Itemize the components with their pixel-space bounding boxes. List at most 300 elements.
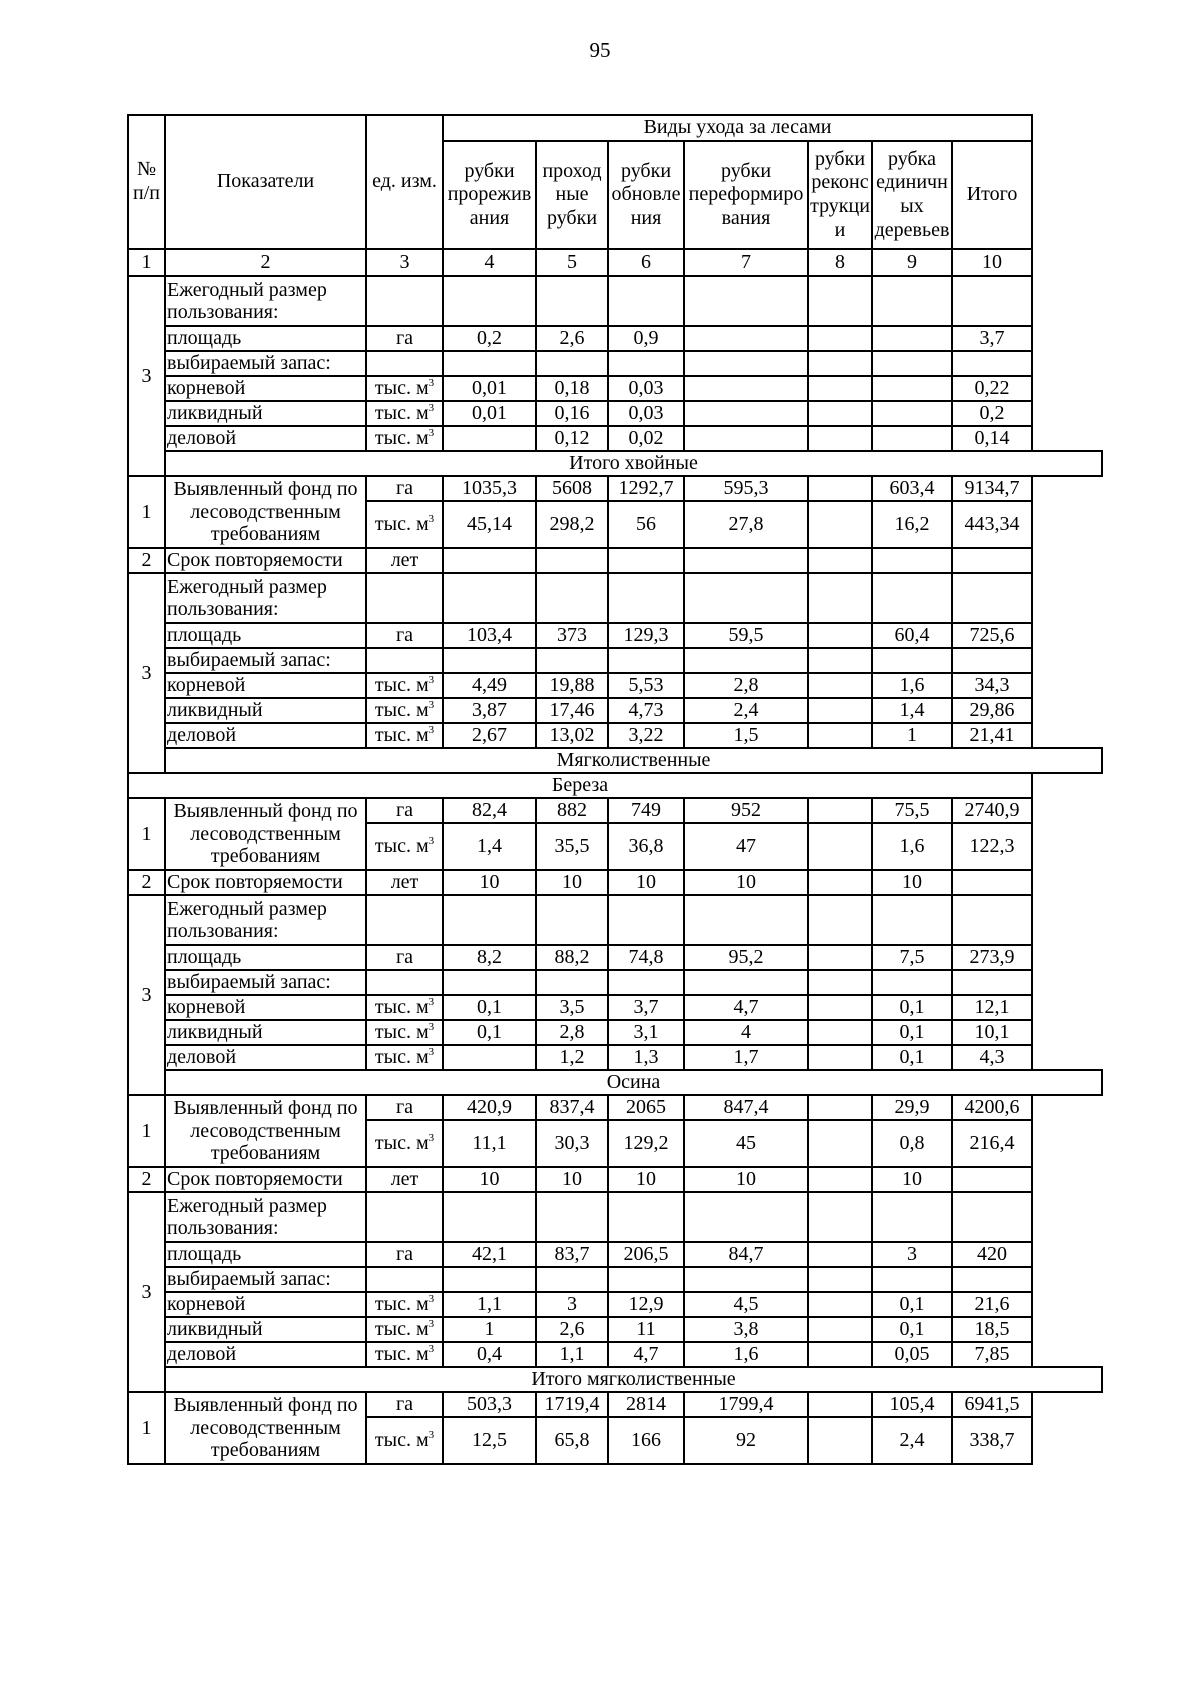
value-cell: 8,2 <box>443 945 536 970</box>
indicator-annual: Ежегодный размер пользования: <box>165 1192 366 1242</box>
unit-cell: га <box>366 1392 443 1417</box>
value-cell: 0,05 <box>872 1342 952 1367</box>
unit-cell <box>366 698 443 723</box>
value-cell: 13,02 <box>536 723 608 748</box>
root-row <box>128 673 1102 698</box>
value-cell: 0,14 <box>952 426 1032 451</box>
empty-cell <box>808 351 872 376</box>
value-cell <box>952 548 1032 573</box>
value-cell: 3 <box>872 1242 952 1267</box>
root-row <box>128 995 1102 1020</box>
empty-cell <box>443 1192 536 1242</box>
value-cell: 2,8 <box>684 673 808 698</box>
value-cell: 3,22 <box>608 723 684 748</box>
indicator-annual: Ежегодный размер пользования: <box>165 276 366 326</box>
row-number: 1 <box>128 798 165 870</box>
value-cell: 3,87 <box>443 698 536 723</box>
col-number: 4 <box>443 249 536 276</box>
value-cell: 1799,4 <box>684 1392 808 1417</box>
unit-superscript: 3 <box>428 402 435 415</box>
empty-cell <box>684 1267 808 1292</box>
empty-cell <box>808 1267 872 1292</box>
value-cell: 420,9 <box>443 1095 536 1120</box>
col-number: 6 <box>608 249 684 276</box>
empty-cell <box>366 648 443 673</box>
indicator-liquid: ликвидный <box>165 698 366 723</box>
section-title: Осина <box>165 1070 1102 1095</box>
value-cell <box>808 870 872 895</box>
indicator-area: площадь <box>165 945 366 970</box>
unit-cell <box>366 673 443 698</box>
value-cell <box>808 698 872 723</box>
empty-cell <box>366 970 443 995</box>
empty-cell <box>536 1192 608 1242</box>
col-number: 10 <box>952 249 1032 276</box>
value-cell: 2,6 <box>536 326 608 351</box>
value-cell: 30,3 <box>536 1120 608 1167</box>
indicator-root: корневой <box>165 1292 366 1317</box>
value-cell: 84,7 <box>684 1242 808 1267</box>
unit-cell <box>366 995 443 1020</box>
unit-cell <box>366 1342 443 1367</box>
value-cell <box>808 1095 872 1120</box>
value-cell: 3,5 <box>536 995 608 1020</box>
section-title-row <box>128 773 1102 798</box>
empty-cell <box>366 351 443 376</box>
value-cell <box>808 945 872 970</box>
empty-cell <box>872 351 952 376</box>
value-cell <box>808 1342 872 1367</box>
value-cell <box>808 476 872 501</box>
period-row <box>128 870 1102 895</box>
value-cell: 3,7 <box>952 326 1032 351</box>
value-cell: 1,2 <box>536 1045 608 1070</box>
value-cell: 17,46 <box>536 698 608 723</box>
value-cell: 1 <box>872 723 952 748</box>
unit-superscript: 3 <box>428 377 435 390</box>
value-cell: 65,8 <box>536 1417 608 1464</box>
liquid-row <box>128 1317 1102 1342</box>
indicator-area: площадь <box>165 326 366 351</box>
value-cell: 882 <box>536 798 608 823</box>
section-title: Мягколиственные <box>165 748 1102 773</box>
unit-superscript: 3 <box>428 1021 435 1034</box>
annual-heading-row <box>128 895 1102 945</box>
value-cell: 1,5 <box>684 723 808 748</box>
empty-cell <box>872 648 952 673</box>
empty-cell <box>808 573 872 623</box>
fund-row-ha <box>128 798 1102 823</box>
value-cell: 95,2 <box>684 945 808 970</box>
empty-cell <box>443 351 536 376</box>
unit-text: тыс. м <box>374 674 429 697</box>
unit-cell <box>366 376 443 401</box>
value-cell: 749 <box>608 798 684 823</box>
col-number: 7 <box>684 249 808 276</box>
unit-superscript: 3 <box>428 699 435 712</box>
value-cell: 1,1 <box>536 1342 608 1367</box>
value-cell: 338,7 <box>952 1417 1032 1464</box>
period-row <box>128 548 1102 573</box>
value-cell: 29,86 <box>952 698 1032 723</box>
stock-heading-row <box>128 1267 1102 1292</box>
value-cell <box>872 326 952 351</box>
value-cell: 19,88 <box>536 673 608 698</box>
value-cell: 4,3 <box>952 1045 1032 1070</box>
value-cell <box>808 723 872 748</box>
root-row <box>128 376 1102 401</box>
unit-text: тыс. м <box>374 699 429 722</box>
value-cell: 2,6 <box>536 1317 608 1342</box>
empty-cell <box>952 970 1032 995</box>
indicator-period: Срок повторяемости <box>165 870 366 895</box>
value-cell: 443,34 <box>952 501 1032 548</box>
area-row <box>128 1242 1102 1267</box>
indicator-business: деловой <box>165 723 366 748</box>
value-cell: 0,01 <box>443 376 536 401</box>
empty-cell <box>684 351 808 376</box>
fund-row-ha <box>128 1095 1102 1120</box>
indicator-period: Срок повторяемости <box>165 548 366 573</box>
value-cell <box>608 548 684 573</box>
col-number: 1 <box>128 249 165 276</box>
empty-cell <box>684 895 808 945</box>
value-cell <box>443 1045 536 1070</box>
value-cell: 3 <box>536 1292 608 1317</box>
value-cell: 75,5 <box>872 798 952 823</box>
indicator-stock: выбираемый запас: <box>165 648 366 673</box>
value-cell: 2,4 <box>872 1417 952 1464</box>
root-row <box>128 1292 1102 1317</box>
value-cell <box>872 401 952 426</box>
unit-text: тыс. м <box>374 1293 429 1316</box>
value-cell: 837,4 <box>536 1095 608 1120</box>
value-cell: 1,6 <box>872 823 952 870</box>
value-cell: 12,5 <box>443 1417 536 1464</box>
value-cell: 45 <box>684 1120 808 1167</box>
indicator-stock: выбираемый запас: <box>165 351 366 376</box>
value-cell <box>536 548 608 573</box>
unit-text: тыс. м <box>374 377 429 400</box>
value-cell <box>443 426 536 451</box>
value-cell: 2,8 <box>536 1020 608 1045</box>
empty-cell <box>808 895 872 945</box>
value-cell: 103,4 <box>443 623 536 648</box>
empty-cell <box>443 895 536 945</box>
unit-cell <box>366 823 443 870</box>
value-cell <box>808 1417 872 1464</box>
value-cell: 725,6 <box>952 623 1032 648</box>
value-cell: 0,8 <box>872 1120 952 1167</box>
value-cell: 3,7 <box>608 995 684 1020</box>
value-cell: 10 <box>872 870 952 895</box>
row-number: 3 <box>128 573 165 773</box>
indicator-fund: Выявленный фонд по лесоводственным требованиям <box>165 1392 366 1464</box>
value-cell: 0,9 <box>608 326 684 351</box>
value-cell <box>443 548 536 573</box>
unit-text: тыс. м <box>374 1132 429 1155</box>
unit-cell <box>366 1020 443 1045</box>
indicator-annual: Ежегодный размер пользования: <box>165 573 366 623</box>
value-cell: 129,3 <box>608 623 684 648</box>
area-row <box>128 326 1102 351</box>
unit-text: тыс. м <box>374 724 429 747</box>
unit-superscript: 3 <box>428 724 435 737</box>
unit-cell <box>366 723 443 748</box>
value-cell: 10 <box>443 870 536 895</box>
value-cell: 4,7 <box>684 995 808 1020</box>
stock-heading-row <box>128 648 1102 673</box>
value-cell: 88,2 <box>536 945 608 970</box>
empty-cell <box>952 648 1032 673</box>
section-title: Береза <box>128 773 1032 798</box>
indicator-root: корневой <box>165 673 366 698</box>
col-number: 2 <box>165 249 366 276</box>
indicator-business: деловой <box>165 1045 366 1070</box>
area-row <box>128 623 1102 648</box>
indicator-area: площадь <box>165 623 366 648</box>
col-number: 3 <box>366 249 443 276</box>
col-number: 8 <box>808 249 872 276</box>
indicator-business: деловой <box>165 1342 366 1367</box>
value-cell: 10 <box>872 1167 952 1192</box>
business-row <box>128 723 1102 748</box>
header-total: Итого <box>952 141 1032 249</box>
unit-text: тыс. м <box>374 1046 429 1069</box>
value-cell: 21,6 <box>952 1292 1032 1317</box>
unit-cell <box>366 1292 443 1317</box>
unit-cell: га <box>366 476 443 501</box>
value-cell: 2065 <box>608 1095 684 1120</box>
value-cell: 7,5 <box>872 945 952 970</box>
value-cell: 0,1 <box>872 1292 952 1317</box>
empty-cell <box>608 351 684 376</box>
header-unit: ед. изм. <box>366 115 443 249</box>
row-number: 3 <box>128 895 165 1095</box>
value-cell: 1,6 <box>684 1342 808 1367</box>
value-cell: 21,41 <box>952 723 1032 748</box>
empty-cell <box>952 276 1032 326</box>
empty-cell <box>952 1192 1032 1242</box>
value-cell: 5,53 <box>608 673 684 698</box>
indicator-period: Срок повторяемости <box>165 1167 366 1192</box>
value-cell: 10 <box>536 870 608 895</box>
header-type-passage: проход ные рубки <box>536 141 608 249</box>
unit-cell <box>366 1317 443 1342</box>
unit-cell: лет <box>366 548 443 573</box>
value-cell: 122,3 <box>952 823 1032 870</box>
page-number: 95 <box>589 38 611 62</box>
value-cell <box>808 1020 872 1045</box>
unit-cell <box>366 1120 443 1167</box>
unit-text: тыс. м <box>374 513 429 536</box>
col-number: 5 <box>536 249 608 276</box>
value-cell: 1 <box>443 1317 536 1342</box>
liquid-row <box>128 401 1102 426</box>
empty-cell <box>608 1192 684 1242</box>
indicator-fund: Выявленный фонд по лесоводственным требованиям <box>165 476 366 548</box>
empty-cell <box>366 895 443 945</box>
value-cell: 35,5 <box>536 823 608 870</box>
indicator-area: площадь <box>165 1242 366 1267</box>
value-cell: 0,02 <box>608 426 684 451</box>
header-type-reconstruction: рубки реконс трукци и <box>808 141 872 249</box>
value-cell <box>808 426 872 451</box>
value-cell: 847,4 <box>684 1095 808 1120</box>
unit-text: тыс. м <box>374 1021 429 1044</box>
value-cell: 34,3 <box>952 673 1032 698</box>
value-cell <box>808 376 872 401</box>
indicator-stock: выбираемый запас: <box>165 970 366 995</box>
annual-heading-row <box>128 1192 1102 1242</box>
indicator-business: деловой <box>165 426 366 451</box>
empty-cell <box>366 1267 443 1292</box>
value-cell <box>952 870 1032 895</box>
unit-text: тыс. м <box>374 996 429 1019</box>
value-cell: 36,8 <box>608 823 684 870</box>
value-cell: 166 <box>608 1417 684 1464</box>
section-title: Итого хвойные <box>165 451 1102 476</box>
value-cell: 373 <box>536 623 608 648</box>
value-cell: 74,8 <box>608 945 684 970</box>
empty-cell <box>872 970 952 995</box>
empty-cell <box>872 1192 952 1242</box>
area-row <box>128 945 1102 970</box>
header-care-types: Виды ухода за лесами <box>443 115 1032 141</box>
empty-cell <box>952 895 1032 945</box>
unit-text: тыс. м <box>374 1343 429 1366</box>
empty-cell <box>952 1267 1032 1292</box>
value-cell <box>808 401 872 426</box>
value-cell: 3,1 <box>608 1020 684 1045</box>
value-cell: 45,14 <box>443 501 536 548</box>
value-cell: 0,18 <box>536 376 608 401</box>
value-cell <box>952 1167 1032 1192</box>
empty-cell <box>808 276 872 326</box>
value-cell: 5608 <box>536 476 608 501</box>
value-cell <box>684 548 808 573</box>
empty-cell <box>952 573 1032 623</box>
empty-cell <box>872 276 952 326</box>
value-cell <box>872 426 952 451</box>
indicator-annual: Ежегодный размер пользования: <box>165 895 366 945</box>
empty-cell <box>684 648 808 673</box>
value-cell <box>684 326 808 351</box>
section-title: Итого мягколиственные <box>165 1367 1102 1392</box>
value-cell: 595,3 <box>684 476 808 501</box>
value-cell <box>808 1167 872 1192</box>
empty-cell <box>808 1192 872 1242</box>
row-number: 3 <box>128 276 165 476</box>
unit-cell <box>366 1417 443 1464</box>
empty-cell <box>366 573 443 623</box>
forest-care-table <box>127 114 1103 1465</box>
empty-cell <box>872 573 952 623</box>
header-type-thinning: рубки прорежив ания <box>443 141 536 249</box>
value-cell: 0,16 <box>536 401 608 426</box>
empty-cell <box>536 351 608 376</box>
value-cell: 4,73 <box>608 698 684 723</box>
value-cell: 2814 <box>608 1392 684 1417</box>
value-cell <box>808 1317 872 1342</box>
value-cell: 7,85 <box>952 1342 1032 1367</box>
empty-cell <box>536 1267 608 1292</box>
annual-heading-row <box>128 573 1102 623</box>
fund-row-ha <box>128 476 1102 501</box>
unit-superscript: 3 <box>428 427 435 440</box>
empty-cell <box>684 1192 808 1242</box>
section-title-row <box>128 451 1102 476</box>
value-cell: 1,4 <box>443 823 536 870</box>
unit-cell: га <box>366 326 443 351</box>
empty-cell <box>536 895 608 945</box>
empty-cell <box>443 648 536 673</box>
value-cell: 0,1 <box>872 995 952 1020</box>
unit-superscript: 3 <box>428 1343 435 1356</box>
header-type-single-trees: рубка единичн ых деревьев <box>872 141 952 249</box>
value-cell <box>808 1292 872 1317</box>
section-title-row <box>128 1070 1102 1095</box>
liquid-row <box>128 698 1102 723</box>
value-cell: 4,49 <box>443 673 536 698</box>
empty-cell <box>608 895 684 945</box>
value-cell: 16,2 <box>872 501 952 548</box>
value-cell: 47 <box>684 823 808 870</box>
unit-cell: лет <box>366 1167 443 1192</box>
empty-cell <box>536 970 608 995</box>
empty-cell <box>684 970 808 995</box>
indicator-liquid: ликвидный <box>165 1317 366 1342</box>
empty-cell <box>608 648 684 673</box>
value-cell: 273,9 <box>952 945 1032 970</box>
value-cell: 0,22 <box>952 376 1032 401</box>
value-cell: 2740,9 <box>952 798 1032 823</box>
value-cell <box>808 1392 872 1417</box>
value-cell: 4,5 <box>684 1292 808 1317</box>
empty-cell <box>443 276 536 326</box>
value-cell: 1,1 <box>443 1292 536 1317</box>
empty-cell <box>366 1192 443 1242</box>
value-cell <box>808 823 872 870</box>
empty-cell <box>684 573 808 623</box>
value-cell: 206,5 <box>608 1242 684 1267</box>
header-type-renewal: рубки обновле ния <box>608 141 684 249</box>
indicator-stock: выбираемый запас: <box>165 1267 366 1292</box>
value-cell: 603,4 <box>872 476 952 501</box>
value-cell <box>808 326 872 351</box>
value-cell: 0,1 <box>872 1045 952 1070</box>
empty-cell <box>536 573 608 623</box>
row-number: 1 <box>128 1095 165 1167</box>
indicator-liquid: ликвидный <box>165 1020 366 1045</box>
unit-text: тыс. м <box>374 835 429 858</box>
header-type-reformation: рубки переформиро вания <box>684 141 808 249</box>
empty-cell <box>443 970 536 995</box>
fund-row-ha <box>128 1392 1102 1417</box>
unit-text: тыс. м <box>374 402 429 425</box>
value-cell: 105,4 <box>872 1392 952 1417</box>
unit-cell <box>366 501 443 548</box>
value-cell <box>808 1242 872 1267</box>
value-cell: 10 <box>608 870 684 895</box>
value-cell <box>808 548 872 573</box>
value-cell: 10 <box>684 1167 808 1192</box>
unit-cell <box>366 426 443 451</box>
unit-cell <box>366 1045 443 1070</box>
row-number: 2 <box>128 548 165 573</box>
value-cell: 0,12 <box>536 426 608 451</box>
empty-cell <box>808 970 872 995</box>
